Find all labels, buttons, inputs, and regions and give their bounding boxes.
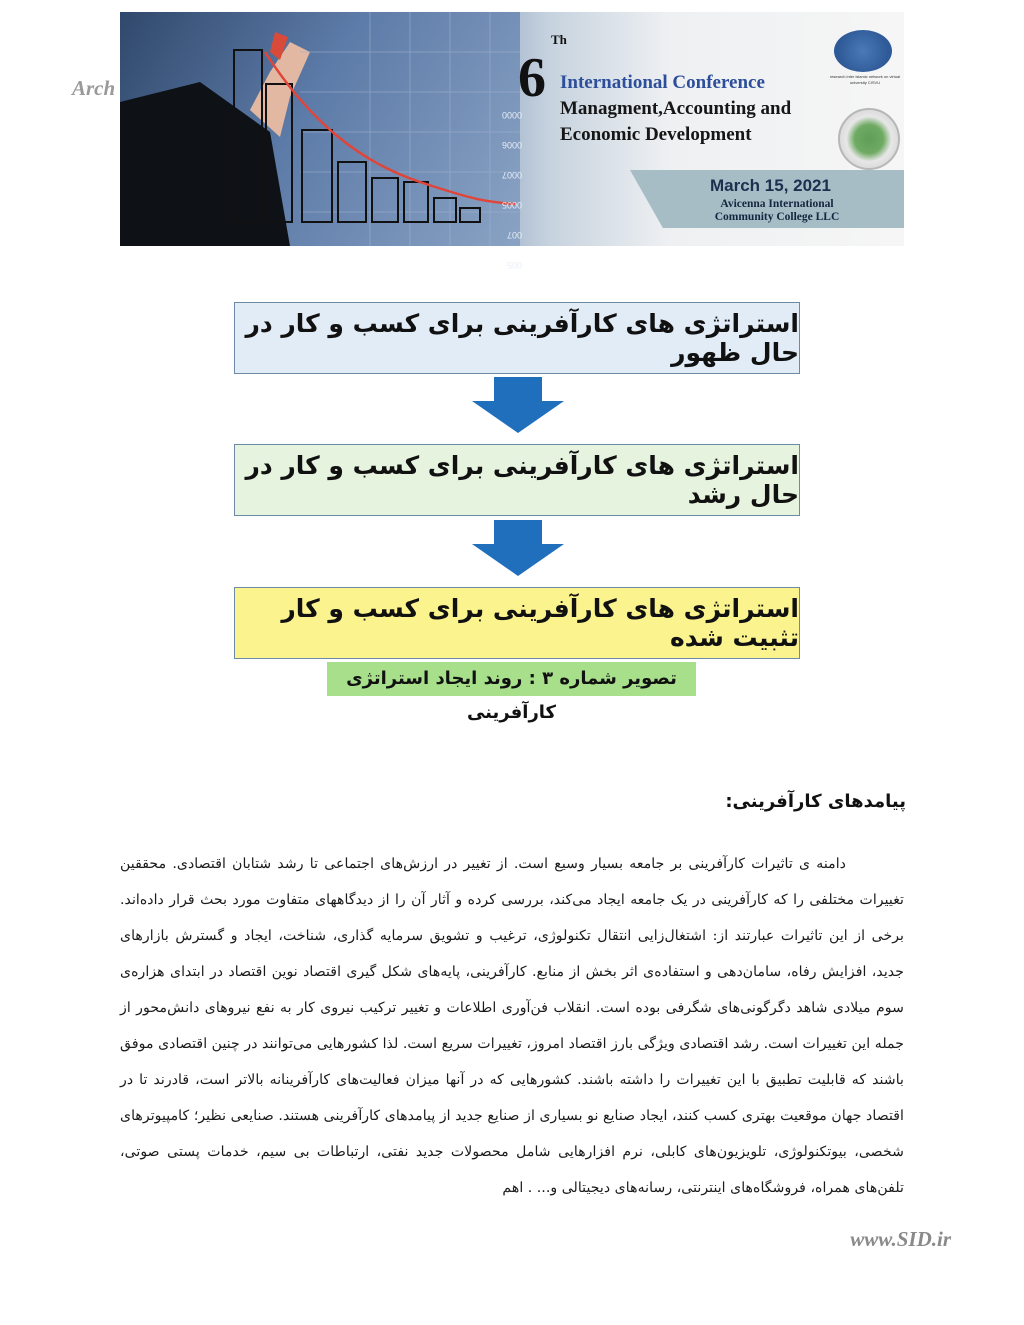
- conference-banner: [120, 12, 904, 270]
- flow-box-emerging: استراتژی های کارآفرینی برای کسب و کار در حال ظهور: [234, 302, 800, 374]
- conference-date: March 15, 2021: [710, 176, 831, 195]
- title-line-3: Economic Development: [560, 124, 752, 145]
- title-line-2: Managment,Accounting and: [560, 98, 792, 119]
- edition-suffix: Th: [551, 32, 567, 47]
- chart-bar: [404, 182, 428, 222]
- down-arrow-icon: [468, 520, 568, 578]
- paragraph-text: دامنه ی تاثیرات کارآفرینی بر جامعه بسیار وسیع است. از تغییر در ارزش‌های اجتماعی تا رشد شتابان اقتصادی. محققین تغییرات مختلفی را که کارآفرینی در یک جامعه ایجاد می‌کند، بررسی کرده و آثار آن را از دیدگاههای متفاوت مورد بحث قرار داده‌اند. برخی از این تاثیرات عبارتند از: اشتغال‌زایی انتقال تکنولوژی، ترغیب و تشویق سرمایه گذاری، شناخت، ایجاد و گسترش بازارهای جدید، افزایش رفاه، سامان‌دهی و استفاده‌ی اثر بخش از منابع. کارآفرینی، پایه‌های شکل گیری اقتصاد نوین اقتصاد در ابتدای هزاره‌ی سوم میلادی شاهد دگرگونی‌های شگرفی بوده است. انقلاب فن‌آوری اطلاعات و تغییر ترکیب نیروی کار به نفع نیروهای دانش‌محور از جمله این تغییرات است. رشد اقتصادی ویژگی بارز اقتصاد امروز، تغییرات سریع است. لذا کشورهایی می‌توانند در چنین اقتصادی موفق باشند که قابلیت تطبیق با این تغییرات را داشته باشند. کشورهایی که در آنها میزان فعالیت‌های کارآفرینانه بالاتر است، قادرند تا در اقتصاد جهان موقعیت بهتری کسب کنند، ایجاد صنایع نو بسیاری از صنایع جدید از پیامدهای کارآفرینی هستند. صنایعی نظیر؛ کامپیوترهای شخصی، بیوتکنولوژی، تلویزیون‌های کابلی، نرم افزارهایی شامل محصولات جدید نفتی، ارتباطات بی سیم، خدمات پستی صوتی، تلفن‌های همراه، فروشگاه‌های اینترنتی، رسانه‌های دیجیتالی و... . اهم: [120, 856, 904, 1196]
- axis-tick-label: 0000: [501, 110, 522, 120]
- figure-caption: تصویر شماره ۳ : روند ایجاد استراتژی کارآفرینی: [327, 662, 696, 696]
- axis-tick-label: 0005: [501, 200, 522, 210]
- archive-watermark: Arch: [72, 76, 116, 100]
- axis-tick-label: 0007: [501, 170, 522, 180]
- chart-bar: [434, 198, 456, 222]
- axis-tick-label: 007: [506, 230, 522, 240]
- banner-photo-chart: [120, 12, 522, 270]
- section-heading: پیامدهای کارآفرینی:: [725, 791, 906, 812]
- sid-watermark: www.SID.ir: [850, 1227, 951, 1251]
- flow-box-growing: استراتژی های کارآفرینی برای کسب و کار در حال رشد: [234, 444, 800, 516]
- axis-tick-label: 0006: [501, 140, 522, 150]
- chart-bar: [338, 162, 366, 222]
- chart-bar: [372, 178, 398, 222]
- axis-tick-label: 005: [506, 260, 522, 270]
- college-name: [692, 198, 862, 224]
- college-seal-icon: [838, 108, 900, 170]
- chart-bar: [460, 208, 480, 222]
- title-line-1: International Conference: [560, 72, 765, 93]
- cisvu-logo-icon: [834, 30, 892, 72]
- chart-bar: [302, 130, 332, 222]
- hand-drawn-bar-chart: [120, 12, 522, 270]
- edition-number: 6: [518, 47, 546, 109]
- down-arrow-icon: [468, 377, 568, 435]
- body-paragraph: [120, 846, 904, 1206]
- college-line-2: Community College LLC: [714, 211, 840, 223]
- college-line-1: Avicenna International: [720, 198, 834, 210]
- flow-box-established: استراتژی های کارآفرینی برای کسب و کار تثبیت شده: [234, 587, 800, 659]
- logo-caption: research inter islamic network on virtual university CISVU: [829, 74, 901, 85]
- conference-title: [560, 70, 791, 148]
